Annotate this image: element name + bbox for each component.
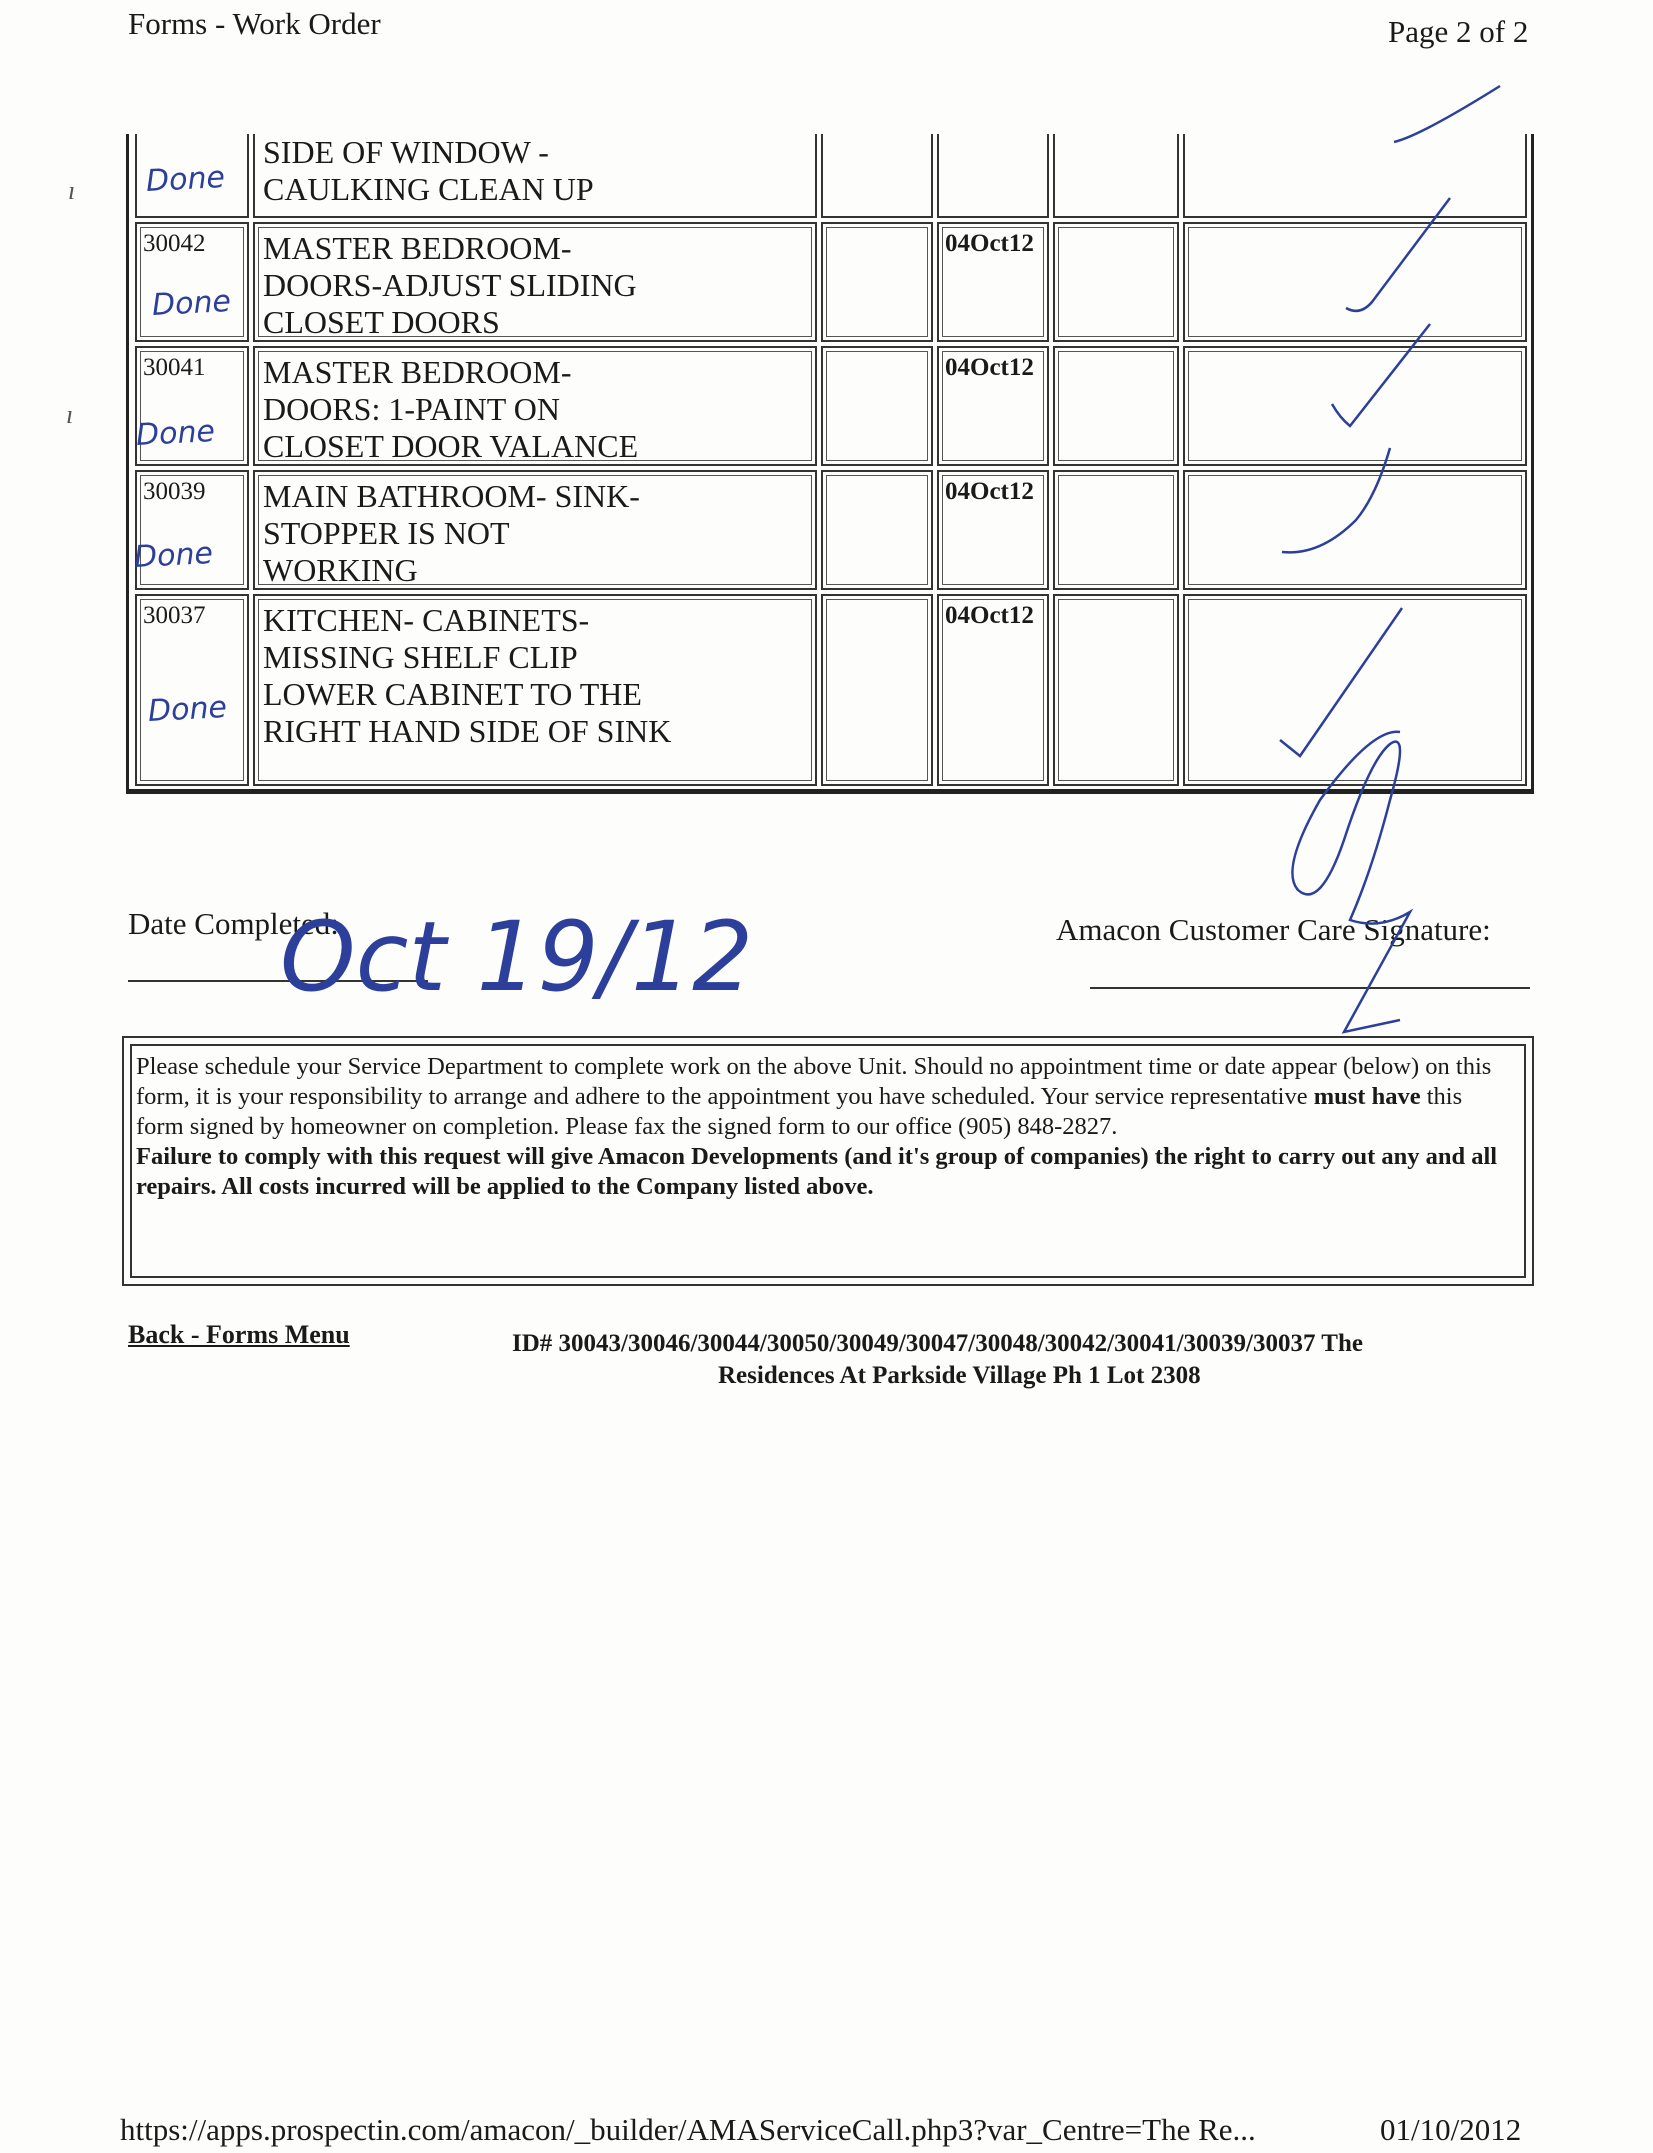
work-order-date: 04Oct12 <box>945 354 1034 381</box>
print-date: 01/10/2012 <box>1380 2112 1522 2147</box>
work-order-date: 04Oct12 <box>945 230 1034 257</box>
page-url: https://apps.prospectin.com/amacon/_builder/AMAServiceCall.php3?var_Centre=The Re... <box>120 2112 1256 2147</box>
signature-scribble <box>1260 720 1460 1050</box>
checkmark-icon <box>1390 80 1510 150</box>
table-row <box>129 222 1531 342</box>
table-row <box>129 134 1531 218</box>
work-order-description: KITCHEN- CABINETS- MISSING SHELF CLIP LOWER CABINET TO THE RIGHT HAND SIDE OF SINK <box>263 602 672 749</box>
date-cell <box>937 346 1049 466</box>
done-handwritten: Done <box>147 689 228 730</box>
work-order-description: MASTER BEDROOM- DOORS-ADJUST SLIDING CLOSET DOORS <box>263 230 637 340</box>
notice-warning: Failure to comply with this request will give Amacon Developments (and it's group of companies) the right to carry out any and all repairs. All costs incurred will be applied to the Company listed above. <box>136 1143 1498 1200</box>
back-forms-menu-link[interactable]: Back - Forms Menu <box>128 1320 350 1349</box>
work-order-id: 30042 <box>143 230 206 257</box>
notice-text <box>136 1052 1514 1202</box>
notice-text-part: this form signed by homeowner on completion. Please fax the signed form to our office (905) 848-2827. <box>136 1083 1463 1140</box>
handwritten-date <box>270 880 754 1030</box>
description-cell <box>253 134 817 218</box>
description-cell <box>253 222 817 342</box>
description-cell <box>253 470 817 590</box>
empty-cell <box>821 470 933 590</box>
date-cell <box>937 222 1049 342</box>
signature-label: Amacon Customer Care Signature: <box>1056 912 1491 947</box>
date-cell <box>937 594 1049 786</box>
empty-cell <box>1053 134 1179 218</box>
empty-cell <box>1053 470 1179 590</box>
checkmark-icon <box>1280 440 1420 570</box>
empty-cell <box>821 594 933 786</box>
work-order-description: SIDE OF WINDOW - CAULKING CLEAN UP <box>263 134 594 207</box>
id-line: ID# 30043/30046/30044/30050/30049/30047/30048/30042/30041/30039/30037 The <box>512 1330 1363 1357</box>
page-number: Page 2 of 2 <box>1388 14 1529 49</box>
work-order-date: 04Oct12 <box>945 478 1034 505</box>
done-handwritten: Done <box>145 159 226 200</box>
empty-cell <box>1053 222 1179 342</box>
work-order-date: 04Oct12 <box>945 602 1034 629</box>
work-order-description: MAIN BATHROOM- SINK- STOPPER IS NOT WORKING <box>263 478 640 588</box>
date-completed-label: Date Completed: <box>128 906 339 941</box>
id-cell <box>135 594 249 786</box>
work-order-description: MASTER BEDROOM- DOORS: 1-PAINT ON CLOSET DOOR VALANCE <box>263 354 639 464</box>
done-handwritten: Done <box>133 535 214 576</box>
empty-cell <box>1053 594 1179 786</box>
done-handwritten: Done <box>135 413 216 454</box>
notice-box <box>122 1036 1534 1286</box>
date-cell <box>937 134 1049 218</box>
work-order-id: 30037 <box>143 602 206 629</box>
work-order-id: 30039 <box>143 478 206 505</box>
description-cell <box>253 346 817 466</box>
empty-cell <box>1053 346 1179 466</box>
handwritten-date-text: Oct 19/12 <box>280 901 754 1013</box>
notice-text-part: Please schedule your Service Department to complete work on the above Unit. Should no appointment time or date appear (below) on this form, it is your responsibility to arrange and adhere to the appointment you have scheduled. Your service representative <box>136 1053 1492 1110</box>
checkmark-icon <box>1330 300 1450 440</box>
empty-cell <box>821 134 933 218</box>
margin-mark: ı <box>68 176 76 205</box>
notice-emphasis: must have <box>1313 1083 1421 1110</box>
page-title: Forms - Work Order <box>128 6 381 41</box>
empty-cell <box>821 222 933 342</box>
id-cell <box>135 222 249 342</box>
id-line: Residences At Parkside Village Ph 1 Lot 2308 <box>718 1362 1201 1389</box>
date-cell <box>937 470 1049 590</box>
done-handwritten: Done <box>151 283 232 324</box>
notice-inner-border <box>130 1044 1526 1278</box>
empty-cell <box>821 346 933 466</box>
margin-mark: ı <box>66 400 74 429</box>
description-cell <box>253 594 817 786</box>
work-order-id: 30041 <box>143 354 206 381</box>
